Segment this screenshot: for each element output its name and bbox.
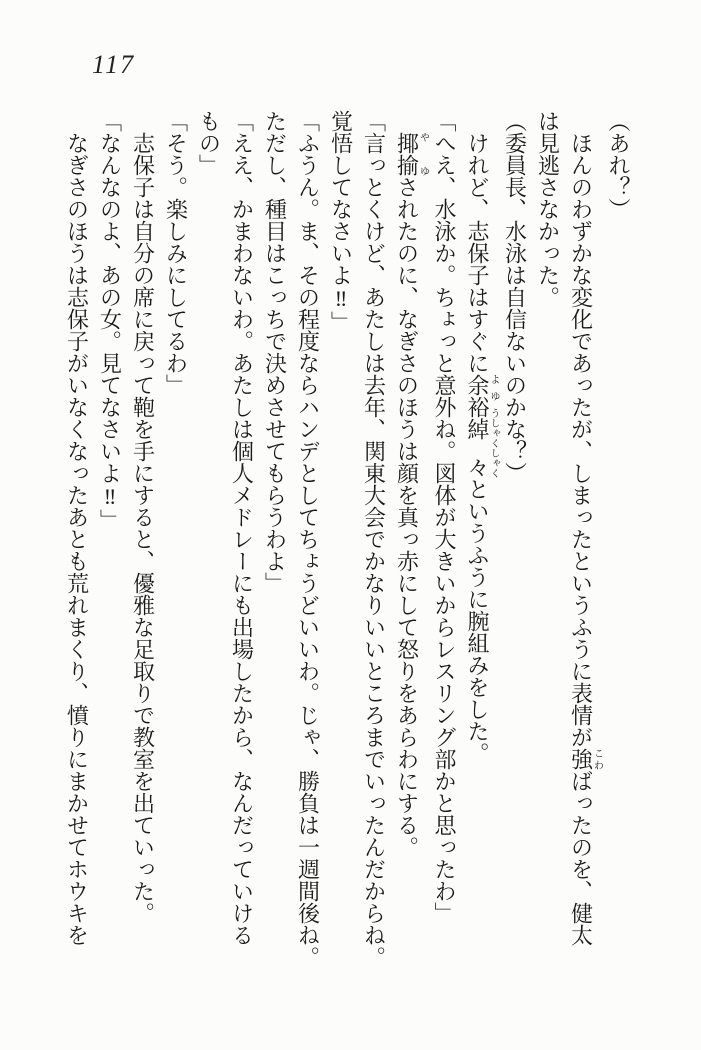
- text-run: されたのに、なぎさのほうは顔を真っ赤にして怒りをあらわにする。: [394, 176, 420, 858]
- furigana-reading: よゆう: [488, 374, 499, 418]
- text-run: 覚悟してなさいよ‼」: [328, 110, 354, 333]
- text-run: なぎさのほうは志保子がいなくなったあとも荒れまくり、憤りにまかせてホウキを: [64, 132, 90, 946]
- text-line: [259, 110, 292, 994]
- furigana-ruby: 綽々しゃくしゃく: [465, 418, 499, 478]
- text-run: 「へえ、水泳か。ちょっと意外ね。図体が大きいからレスリング部かと思ったわ」: [432, 110, 457, 924]
- text-run: ほんのわずかな変化であったが、しまったというふうに表情が: [568, 132, 594, 748]
- furigana-ruby: 揶揄やゆ: [394, 132, 429, 176]
- text-line: [226, 110, 259, 994]
- text-line: [499, 110, 532, 994]
- text-line: [358, 110, 391, 994]
- text-line: [292, 110, 325, 994]
- text-line: [461, 110, 499, 994]
- text-run: 「そう。楽しみにしてるわ」: [163, 110, 189, 396]
- text-run: ただし、種目はこっちで決めさせてもらうわよ」: [262, 110, 288, 594]
- furigana-ruby: 強こわ: [568, 748, 603, 770]
- text-run: （委員長、水泳は自信ないのかな？）: [502, 110, 528, 484]
- text-run: 「ふうん。ま、その程度ならハンデとしてちょうどいいわ。じゃ、勝負は一週間後ね。: [295, 110, 321, 968]
- vertical-text-block: [61, 110, 636, 994]
- text-line: [565, 110, 603, 994]
- text-run: 「なんなのよ、あの女。見てなさいよ‼」: [97, 110, 123, 531]
- text-line: [193, 110, 226, 994]
- text-run: 志保子は自分の席に戻って鞄を手にすると、優雅な足取りで教室を出ていった。: [130, 132, 156, 924]
- page-number: 117: [92, 50, 136, 79]
- text-line: [428, 110, 461, 994]
- text-run: けれど、志保子はすぐに: [465, 132, 490, 374]
- text-line: [532, 110, 565, 994]
- text-run: ばったのを、健太: [568, 770, 594, 946]
- text-run: は見逃さなかった。: [535, 110, 561, 308]
- text-line: [391, 110, 429, 994]
- text-run: （あれ？）: [606, 110, 631, 220]
- furigana-reading: やゆ: [417, 132, 429, 176]
- furigana-ruby: 余裕よゆう: [465, 374, 499, 418]
- text-run: もの」: [196, 110, 222, 176]
- text-line: [160, 110, 193, 994]
- text-line: [94, 110, 127, 994]
- text-line: [127, 110, 160, 994]
- text-line: [602, 110, 635, 994]
- text-run: 「言っとくけど、あたしは去年、関東大会でかなりいいところまでいったんだからね。: [361, 110, 387, 968]
- text-run: というふうに腕組みをした。: [465, 478, 490, 764]
- text-run: 「ええ、かまわないわ。あたしは個人メドレーにも出場したから、なんだっていける: [229, 110, 255, 946]
- furigana-reading: こわ: [591, 748, 603, 770]
- text-line: [325, 110, 358, 994]
- furigana-reading: しゃくしゃく: [488, 418, 499, 478]
- text-line: [61, 110, 94, 994]
